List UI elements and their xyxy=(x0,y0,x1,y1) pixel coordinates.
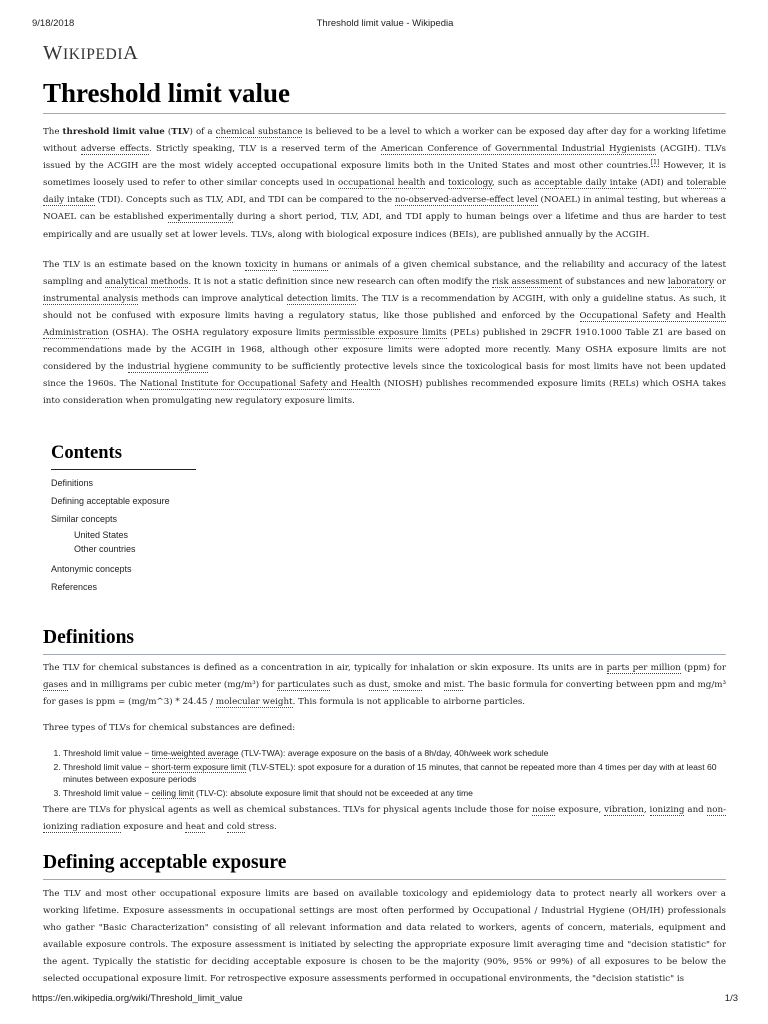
link-risk-assessment[interactable]: risk assessment xyxy=(492,276,563,287)
link-laboratory[interactable]: laboratory xyxy=(667,276,714,287)
link-short-term-exposure-limit[interactable]: short-term exposure limit xyxy=(151,762,247,773)
link-parts-per-million[interactable]: parts per million xyxy=(606,662,681,673)
link-ionizing[interactable]: ionizing xyxy=(649,804,685,815)
link-adverse-effects[interactable]: adverse effects xyxy=(80,144,149,155)
link-non-ionizing-radiation[interactable]: non-ionizing radiation xyxy=(43,804,727,832)
link-smoke[interactable]: smoke xyxy=(393,679,422,690)
link-cold[interactable]: cold xyxy=(226,821,246,832)
section-heading-definitions: Definitions xyxy=(43,625,726,655)
toc-item-united-states[interactable]: United States xyxy=(74,529,129,540)
toc-item-definitions[interactable]: Definitions xyxy=(51,477,94,488)
link-osha[interactable]: Occupational Safety and Health Administration xyxy=(43,310,726,339)
link-particulates[interactable]: particulates xyxy=(277,679,330,690)
table-of-contents xyxy=(51,443,196,596)
link-humans[interactable]: humans xyxy=(293,259,328,270)
link-instrumental-analysis[interactable]: instrumental analysis xyxy=(43,293,139,304)
link-mist[interactable]: mist xyxy=(443,679,463,690)
toc-item-other-countries[interactable]: Other countries xyxy=(74,543,136,554)
link-molecular-weight[interactable]: molecular weight xyxy=(215,696,293,707)
link-acgih[interactable]: American Conference of Governmental Industrial Hygienists xyxy=(380,144,656,155)
link-detection-limits[interactable]: detection limits xyxy=(286,293,356,304)
print-url: https://en.wikipedia.org/wiki/Threshold_limit_value xyxy=(32,993,243,1004)
acceptable-exposure-paragraph: The TLV and most other occupational exposure limits are based on available toxicology and epidemiology data to protect nearly all workers over a working lifetime. Exposure assessments in occupational settings are most often performed by Occupational / Industrial Hygiene (OH/IH) professionals who gather "Basic Characterization" consisting of all relevant information and data related to workers, agents of concern, materials, equipment and available exposure controls. The exposure assessment is initiated by selecting the appropriate exposure limit averaging time and "decision statistic" for the agent. Typically the statistic for deciding acceptable exposure is chosen to be the majority (90%, 95% or 99%) of all exposures to be below the selected occupational exposure limit. For retrospective exposure assessments performed in occupational environments, the "decision statistic" is xyxy=(43,888,726,985)
link-experimentally[interactable]: experimentally xyxy=(167,212,234,223)
lead-paragraph-2: The TLV is an estimate based on the known toxicity in humans or animals of a given chemical substance, and the reliability and accuracy of the latest sampling and analytical methods. It is not a static definition since new research can often modify the risk assessment of substances and new laboratory or instrumental analysis methods can improve analytical detection limits. The TLV is a recommendation by ACGIH, with only a guideline status. As such, it should not be confused with exposure limits having a regulatory status, like those published and enforced by the Occupational Safety and Health Administration (OSHA). The OSHA regulatory exposure limits permissible exposure limits (PELs) published in 29CFR 1910.1000 Table Z1 are based on recommendations made by the ACGIH in 1968, although other exposure limits were adopted more recently. Many OSHA exposure limits are not considered by the industrial hygiene community to be sufficiently protective levels since the toxicological basis for most limits have not been updated since the 1960s. The National Institute for Occupational Safety and Health (NIOSH) publishes recommended exposure limits (RELs) which OSHA takes into consideration when promulgating new regulatory exposure limits. xyxy=(43,259,727,407)
citation-1[interactable]: [1] xyxy=(650,159,660,167)
print-page-number: 1/3 xyxy=(724,993,738,1004)
print-page-title: Threshold limit value - Wikipedia xyxy=(316,18,454,29)
definitions-paragraph-2: Three types of TLVs for chemical substances are defined: xyxy=(43,722,296,733)
link-ceiling-limit[interactable]: ceiling limit xyxy=(151,788,194,799)
link-tolerable-daily-intake[interactable]: tolerable daily intake xyxy=(43,178,726,206)
page-title: Threshold limit value xyxy=(43,76,726,114)
link-toxicology[interactable]: toxicology xyxy=(448,178,492,189)
list-item: 3. Threshold limit value − ceiling limit (TLV-C): absolute exposure limit that should not be exceeded at any time xyxy=(63,787,726,799)
link-occupational-health[interactable]: occupational health xyxy=(338,178,426,189)
toc-item-similar-concepts[interactable]: Similar concepts xyxy=(51,513,118,524)
link-acceptable-daily-intake[interactable]: acceptable daily intake xyxy=(534,178,638,189)
link-noise[interactable]: noise xyxy=(532,804,556,815)
definitions-paragraph-3: There are TLVs for physical agents as well as chemical substances. TLVs for physical agents include those for noise exposure, vibration, ionizing and non-ionizing radiation exposure and heat and cold stress. xyxy=(43,804,727,832)
article xyxy=(43,40,726,988)
list-item: 2. Threshold limit value − short-term exposure limit (TLV-STEL): spot exposure for a duration of 15 minutes, that cannot be repeated more than 4 times per day with at least 60 minutes between exposure periods xyxy=(63,761,726,785)
toc-title: Contents xyxy=(51,443,196,470)
toc-item-antonymic-concepts[interactable]: Antonymic concepts xyxy=(51,563,132,574)
section-heading-defining-acceptable-exposure: Defining acceptable exposure xyxy=(43,850,726,880)
link-noael[interactable]: no-observed-adverse-effect level xyxy=(394,195,538,206)
link-gases[interactable]: gases xyxy=(43,679,68,690)
link-niosh[interactable]: National Institute for Occupational Safety and Health xyxy=(139,379,381,390)
tlv-types-list xyxy=(43,747,726,800)
wikipedia-logo[interactable]: WIKIPEDIA xyxy=(43,42,139,64)
link-chemical-substance[interactable]: chemical substance xyxy=(215,127,303,137)
link-heat[interactable]: heat xyxy=(185,821,205,832)
link-analytical-methods[interactable]: analytical methods xyxy=(105,276,189,287)
link-toxicity[interactable]: toxicity xyxy=(245,259,278,270)
link-industrial-hygiene[interactable]: industrial hygiene xyxy=(127,362,209,373)
print-date: 9/18/2018 xyxy=(32,18,75,29)
link-permissible-exposure-limits[interactable]: permissible exposure limits xyxy=(323,328,447,339)
toc-item-references[interactable]: References xyxy=(51,581,98,592)
list-item: 1. Threshold limit value − time-weighted average (TLV-TWA): average exposure on the basis of a 8h/day, 40h/week work schedule xyxy=(63,747,726,759)
link-time-weighted-average[interactable]: time-weighted average xyxy=(151,747,239,758)
lead-paragraph-1: The threshold limit value (TLV) of a chemical substance is believed to be a level to which a worker can be exposed day after day for a working lifetime without adverse effects. Strictly speaking, TLV is a reserved term of the American Conference of Governmental Industrial Hygienists (ACGIH). TLVs issued by the ACGIH are the most widely accepted occupational exposure limits both in the United States and most other countries.[1] However, it is sometimes loosely used to refer to other similar concepts used in occupational health and toxicology, such as acceptable daily intake (ADI) and tolerable daily intake (TDI). Concepts such as TLV, ADI, and TDI can be compared to the no-observed-adverse-effect level (NOAEL) in animal testing, but whereas a NOAEL can be established experimentally during a short period, TLV, ADI, and TDI apply to human beings over a lifetime and thus are harder to test empirically and are usually set at lower levels. TLVs, along with biological exposure indices (BEIs), are published annually by the ACGIH. xyxy=(43,127,726,240)
definitions-paragraph-1: The TLV for chemical substances is defined as a concentration in air, typically for inhalation or skin exposure. Its units are in parts per million (ppm) for gases and in milligrams per cubic meter (mg/m³) for particulates such as dust, smoke and mist. The basic formula for converting between ppm and mg/m³ for gases is ppm = (mg/m^3) * 24.45 / molecular weight. This formula is not applicable to airborne particles. xyxy=(43,662,727,707)
link-dust[interactable]: dust xyxy=(368,679,388,690)
link-vibration[interactable]: vibration xyxy=(604,804,644,815)
toc-item-defining-acceptable-exposure[interactable]: Defining acceptable exposure xyxy=(51,495,170,506)
